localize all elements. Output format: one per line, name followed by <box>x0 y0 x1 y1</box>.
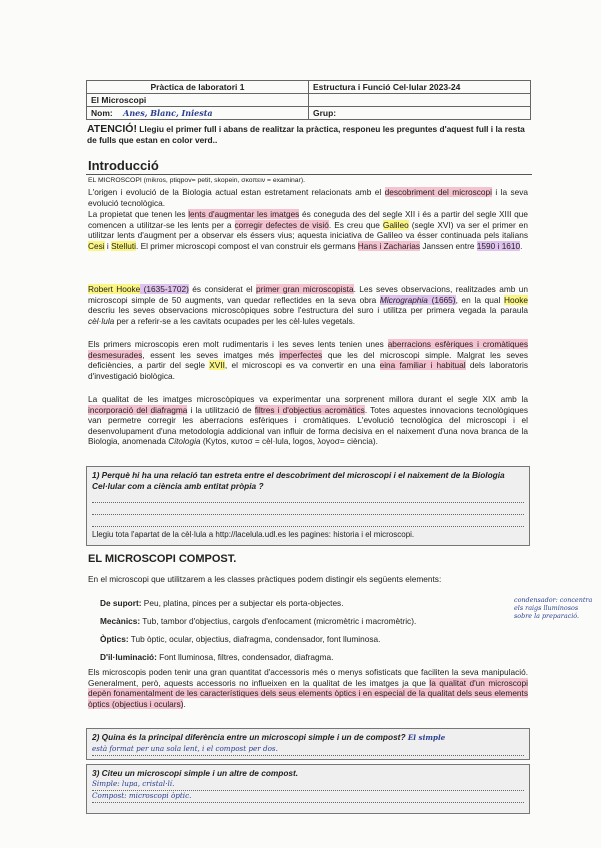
practice-title: Pràctica de laboratori 1 <box>87 81 309 94</box>
answer-3-line-2[interactable]: Compost: microscopi òptic. <box>92 791 524 803</box>
element-mechanical: Mecànics: Tub, tambor d'objectius, cargols d'enfocament (micromètric i macromètric). <box>100 616 417 626</box>
element-illumination: D'il·luminació: Font lluminosa, filtres, condensador, diafragma. <box>100 652 334 662</box>
question-1-box <box>86 466 530 546</box>
practice-subtitle: El Microscopi <box>87 94 309 107</box>
group-label: Grup: <box>309 107 531 120</box>
header-table <box>86 80 531 120</box>
answer-line[interactable] <box>92 515 524 527</box>
answer-line[interactable] <box>92 503 524 515</box>
intro-rule <box>86 174 532 175</box>
warning-text <box>87 124 527 146</box>
question-1: 1) Perquè hi ha una relació tan estreta entre el descobriment del microscopi i el naixement de la Biologia Cel·lular com a ciència amb entitat pròpia ? <box>92 470 505 491</box>
name-value: Anes, Blanc, Iniesta <box>123 108 213 118</box>
intro-heading: Introducció <box>88 158 159 173</box>
compost-heading: EL MICROSCOPI COMPOST. <box>88 553 237 565</box>
question-2: 2) Quina és la principal diferència entre un microscopi simple i un de compost? El simple <box>92 732 446 742</box>
warning-rest: Llegiu el primer full i abans de realitzar la pràctica, responeu les preguntes d'aquest full i la resta de fulls que estan en color verd.. <box>87 124 525 145</box>
answer-3-line-1[interactable]: Simple: lupa, cristal·lí. <box>92 779 524 791</box>
answer-line[interactable] <box>92 491 524 503</box>
name-label: Nom: <box>91 108 113 118</box>
intro-paragraph-4: Els primers microscopis eren molt rudimentaris i les seves lents tenien unes aberracions esfèriques i cromàtiques desmesurades, essent les seves imatges més imperfectes que les del microscopi simple. Malgrat les seves deficiències, a partir del segle XVII, el microscopi es va convertir en una eina familiar i habitual dels laboratoris d'investigació biològica. <box>88 339 529 381</box>
course-title: Estructura i Funció Cel·lular 2023-24 <box>309 81 531 94</box>
element-support: De suport: Peu, platina, pinces per a subjectar els porta-objectes. <box>100 598 344 608</box>
intro-paragraph-3: Robert Hooke (1635-1702) és considerat el primer gran microscopista. Les seves observacions, realitzades amb un microscopi simple de 50 augments, van quedar reflectides en la seva obra Micrographia (1665), en la qual Hooke descriu les seves observacions microscòpiques sobre l'estructura del suro i utilitza per primera vegada la paraula cèl·lula per a referir-se a les cavitats ocupades per les cèl·lules vegetals. <box>88 284 528 326</box>
warning-big: ATENCIÓ! <box>87 123 137 135</box>
intro-paragraph-1: L'origen i evolució de la Biologia actual estan estretament relacionats amb el descobriment del microscopi i la seva evolució tecnològica. <box>88 187 528 208</box>
question-2-box <box>86 728 530 760</box>
question-1-footer: Llegiu tota l'apartat de la cèl·lula a http://lacelula.udl.es les pagines: historia i el microscopi. <box>92 530 415 539</box>
intro-paragraph-5: La qualitat de les imatges microscòpiques va experimentar una sorprenent millora durant el segle XIX amb la incorporació del diafragma i la utilització de filtres i d'objectius acromàtics. Totes aquestes innovacions tecnològiques van permetre corregir les aberracions esfèriques i cromàtiques. L'evolució tecnològica del microscopi i el desenvolupament d'una metodologia addicional van influir de forma decisiva en el naixement d'una nova branca de la Biologia, anomenada Citologia (Kytos, κυτοσ = cèl·lula, logos, λογοσ= ciència). <box>88 394 528 446</box>
compost-intro: En el microscopi que utilitzarem a les classes pràctiques podem distingir els següents elements: <box>88 574 442 584</box>
answer-2-part-1: El simple <box>407 733 446 742</box>
answer-2-part-2[interactable]: està format per una sola lent, i el compost per dos. <box>92 744 524 756</box>
question-3: 3) Citeu un microscopi simple i un altre de compost. <box>92 768 299 778</box>
compost-paragraph: Els microscopis poden tenir una gran quantitat d'accessoris més o menys sofisticats que faciliten la seva manipulació. Generalment, però, aquests accessoris no influeixen en la qualitat de les imatges ja que la qualitat d'un microscopi depèn fonamentalment de les característiques dels seus elements òptics i en especial de la qualitat dels seus elements òptics (objectius i oculars). <box>88 667 528 709</box>
name-cell <box>87 107 309 120</box>
blank-cell <box>309 94 531 107</box>
element-optical: Òptics: Tub òptic, ocular, objectius, diafragma, condensador, font lluminosa. <box>100 634 381 644</box>
intro-paragraph-2: La propietat que tenen les lents d'augmentar les imatges és coneguda des del segle XII i és a partir del segle XIII que comencen a utilitzar-se les lents per a corregir defectes de visió. Es creu que Galileo (segle XVI) va ser el primer en utilitzar lents d'augment per a observar els éssers vius; aquesta iniciativa de Galileo va ésser continuada pels italians Cesi i Stelluti. El primer microscopi compost el van construir els germans Hans i Zacharias Janssen entre 1590 i 1610. <box>88 209 529 251</box>
handwritten-margin-note: condensador: concentra els raigs lluminosos sobre la preparació. <box>514 596 593 621</box>
etymology: EL MICROSCOPI (mikros, ptiqpov= petit, skopein, σκοπειν = examinar). <box>88 177 305 184</box>
question-3-box <box>86 764 530 814</box>
